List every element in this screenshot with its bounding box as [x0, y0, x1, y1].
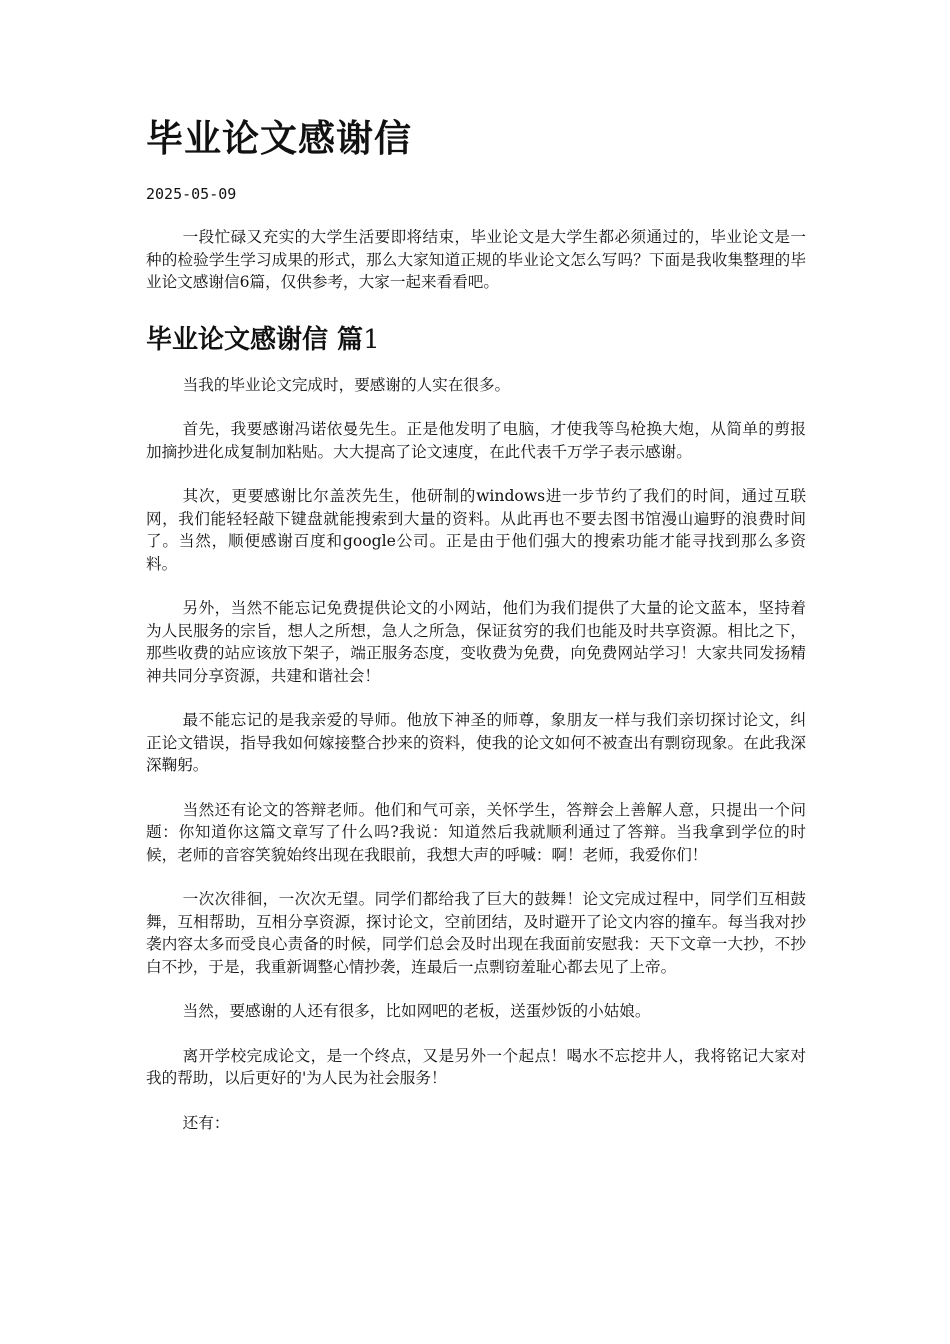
body-paragraph: 其次，更要感谢比尔盖茨先生，他研制的windows进一步节约了我们的时间，通过互联网，我们能轻轻敲下键盘就能搜索到大量的资料。从此再也不要去图书馆漫山遍野的浪费时间了。当然，顺便感谢百度和google公司。正是由于他们强大的搜索功能才能寻找到那么多资料。 — [146, 487, 806, 573]
body-paragraph: 离开学校完成论文，是一个终点，又是另外一个起点！喝水不忘挖井人，我将铭记大家对我的帮助，以后更好的'为人民为社会服务！ — [146, 1046, 806, 1087]
body-paragraph: 首先，我要感谢冯诺依曼先生。正是他发明了电脑，才使我等鸟枪换大炮，从简单的剪报加摘抄进化成复制加粘贴。大大提高了论文速度，在此代表千万学子表示感谢。 — [146, 420, 806, 461]
section-heading-text: 毕业论文感谢信 篇 — [146, 324, 364, 355]
intro-paragraph: 一段忙碌又充实的大学生活要即将结束，毕业论文是大学生都必须通过的，毕业论文是一种的检验学生学习成果的形式，那么大家知道正规的毕业论文怎么写吗？下面是我收集整理的毕业论文感谢信6篇，仅供参考，大家一起来看看吧。 — [146, 228, 806, 291]
body-paragraph: 另外，当然不能忘记免费提供论文的小网站，他们为我们提供了大量的论文蓝本，坚持着为人民服务的宗旨，想人之所想，急人之所急，保证贫穷的我们也能及时共享资源。相比之下，那些收费的站应该放下架子，端正服务态度，变收费为免费，向免费网站学习！大家共同发扬精神共同分享资源，共建和谐社会！ — [146, 599, 806, 685]
body-paragraph: 当然，要感谢的人还有很多，比如网吧的老板，送蛋炒饭的小姑娘。 — [182, 1002, 651, 1020]
body-paragraph: 还有： — [182, 1113, 230, 1132]
document-page — [146, 110, 806, 1156]
section-number: 1 — [363, 324, 380, 355]
body-paragraph: 一次次徘徊，一次次无望。同学们都给我了巨大的鼓舞！论文完成过程中，同学们互相鼓舞，互相帮助，互相分享资源，探讨论文，空前团结，及时避开了论文内容的撞车。每当我对抄袭内容太多而受良心责备的时候，同学们总会及时出现在我面前安慰我：天下文章一大抄，不抄白不抄，于是，我重新调整心情抄袭，连最后一点剽窃羞耻心都去见了上帝。 — [146, 890, 806, 976]
body-paragraph: 当我的毕业论文完成时，要感谢的人实在很多。 — [182, 375, 511, 394]
body-paragraph: 最不能忘记的是我亲爱的导师。他放下神圣的师尊，象朋友一样与我们亲切探讨论文，纠正论文错误，指导我如何嫁接整合抄来的资料，使我的论文如何不被查出有剽窃现象。在此我深深鞠躬。 — [146, 711, 806, 774]
body-paragraph: 当然还有论文的答辩老师。他们和气可亲，关怀学生，答辩会上善解人意，只提出一个问题：你知道你这篇文章写了什么吗?我说：知道然后我就顺利通过了答辩。当我拿到学位的时候，老师的音容笑貌始终出现在我眼前，我想大声的呼喊：啊！老师，我爱你们！ — [146, 800, 806, 864]
section-heading — [146, 322, 806, 358]
document-title: 毕业论文感谢信 — [146, 117, 412, 160]
publish-date: 2025-05-09 — [146, 185, 237, 203]
